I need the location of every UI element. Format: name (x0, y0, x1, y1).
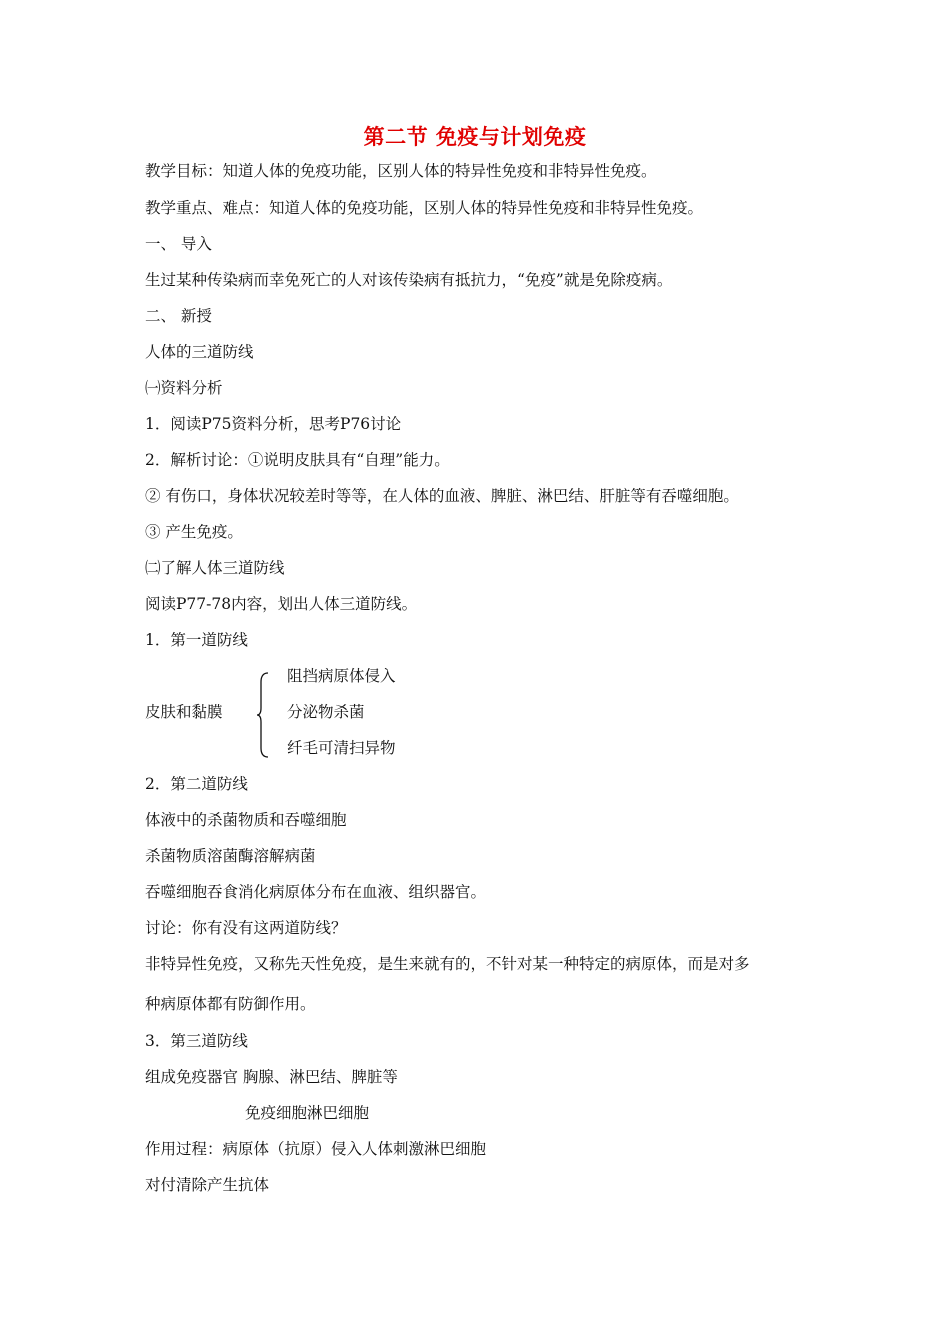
paragraph: 吞噬细胞吞食消化病原体分布在血液、组织器官。 (145, 883, 487, 901)
paragraph: 生过某种传染病而幸免死亡的人对该传染病有抵抗力，“免疫”就是免除疫病。 (145, 271, 673, 289)
list-item: 1．阅读P75资料分析，思考P76讨论 (145, 415, 402, 433)
teaching-focus: 教学重点、难点：知道人体的免疫功能，区别人体的特异性免疫和非特异性免疫。 (145, 199, 704, 217)
paragraph: 对付清除产生抗体 (145, 1176, 270, 1194)
subheading: ㈠资料分析 (145, 379, 223, 397)
paragraph: 非特异性免疫，又称先天性免疫，是生来就有的，不针对某一种特定的病原体，而是对多 (145, 955, 750, 973)
subheading: ㈡了解人体三道防线 (145, 559, 285, 577)
list-item: 1．第一道防线 (145, 631, 248, 649)
skin-label: 皮肤和黏膜 (145, 703, 223, 721)
paragraph: 免疫细胞淋巴细胞 (245, 1104, 370, 1122)
list-item: 3．第三道防线 (145, 1032, 248, 1050)
page-title: 第二节 免疫与计划免疫 (363, 125, 587, 149)
paragraph: 杀菌物质溶菌酶溶解病菌 (145, 847, 316, 865)
paragraph: 作用过程：病原体（抗原）侵入人体刺激淋巴细胞 (145, 1140, 487, 1158)
teaching-goal: 教学目标：知道人体的免疫功能，区别人体的特异性免疫和非特异性免疫。 (145, 162, 657, 180)
section-heading-new: 二、 新授 (145, 307, 212, 325)
list-item: ② 有伤口，身体状况较差时等等，在人体的血液、脾脏、淋巴结、肝脏等有吞噬细胞。 (145, 487, 739, 505)
curly-brace (256, 672, 270, 758)
list-item: ③ 产生免疫。 (145, 523, 243, 541)
skin-item: 分泌物杀菌 (287, 703, 365, 721)
paragraph: 组成免疫器官 胸腺、淋巴结、脾脏等 (145, 1068, 398, 1086)
list-item: 2．第二道防线 (145, 775, 248, 793)
paragraph: 种病原体都有防御作用。 (145, 995, 316, 1013)
section-heading-intro: 一、 导入 (145, 235, 212, 253)
paragraph: 讨论：你有没有这两道防线？ (145, 919, 347, 937)
skin-item: 阻挡病原体侵入 (287, 667, 396, 685)
subheading: 人体的三道防线 (145, 343, 254, 361)
skin-item: 纤毛可清扫异物 (287, 739, 396, 757)
list-item: 2．解析讨论：①说明皮肤具有“自理”能力。 (145, 451, 450, 469)
paragraph: 阅读P77-78内容，划出人体三道防线。 (145, 595, 418, 613)
paragraph: 体液中的杀菌物质和吞噬细胞 (145, 811, 347, 829)
